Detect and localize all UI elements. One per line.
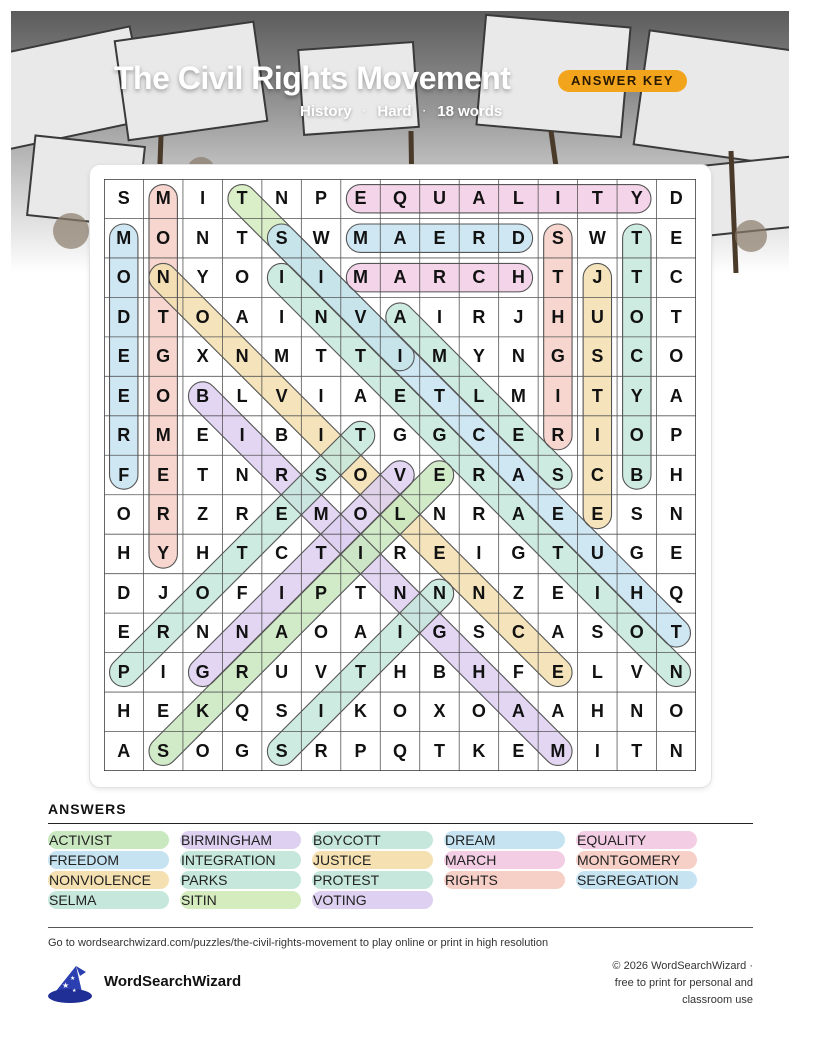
grid-cell[interactable]: R	[235, 661, 249, 682]
grid-cell[interactable]: A	[275, 622, 289, 643]
grid-cell[interactable]: L	[394, 503, 406, 524]
grid-cell[interactable]: I	[358, 543, 364, 564]
grid-cell[interactable]: X	[196, 346, 209, 367]
grid-cell[interactable]: A	[472, 188, 486, 209]
grid-cell[interactable]: N	[669, 661, 683, 682]
grid-cell[interactable]: N	[432, 503, 446, 524]
grid-cell[interactable]: R	[432, 267, 446, 288]
grid-cell[interactable]: P	[354, 740, 367, 761]
grid-cell[interactable]: G	[629, 543, 644, 564]
page-title: The Civil Rights Movement	[114, 60, 511, 96]
grid-cell[interactable]: C	[669, 267, 683, 288]
grid-cell[interactable]: E	[393, 385, 406, 406]
grid-cell[interactable]: O	[629, 425, 644, 446]
grid-cell[interactable]: N	[511, 346, 525, 367]
grid-cell[interactable]: N	[432, 582, 446, 603]
grid-cell[interactable]: D	[511, 227, 525, 248]
grid-cell[interactable]: O	[629, 622, 644, 643]
grid-cell[interactable]: U	[275, 661, 289, 682]
answer-word: PARKS	[180, 871, 301, 889]
grid-cell[interactable]: Z	[512, 582, 524, 603]
grid-cell[interactable]: H	[590, 701, 604, 722]
grid-cell[interactable]: T	[197, 464, 209, 485]
grid-cell[interactable]: S	[275, 701, 288, 722]
grid-cell[interactable]: V	[275, 385, 288, 406]
grid-cell[interactable]: P	[117, 661, 130, 682]
grid-cell[interactable]: I	[476, 543, 482, 564]
grid-cell[interactable]: B	[275, 425, 289, 446]
grid-cell[interactable]: A	[354, 622, 368, 643]
answer-word: DREAM	[444, 831, 565, 849]
grid-cell[interactable]: C	[472, 267, 486, 288]
grid-cell[interactable]: M	[431, 346, 447, 367]
grid-cell[interactable]: V	[393, 464, 406, 485]
grid-cell[interactable]: I	[279, 582, 285, 603]
grid-cell[interactable]: I	[318, 267, 324, 288]
answer-word: RIGHTS	[444, 871, 565, 889]
copyright	[583, 958, 753, 1009]
answer-word: NONVIOLENCE	[48, 871, 169, 889]
grid-cell[interactable]: K	[196, 701, 210, 722]
grid-cell[interactable]: C	[275, 543, 289, 564]
grid-cell[interactable]: N	[156, 267, 170, 288]
grid-cell[interactable]: D	[117, 582, 131, 603]
grid-cell[interactable]: E	[512, 425, 525, 446]
answer-word: BOYCOTT	[312, 831, 433, 849]
grid-cell[interactable]: T	[670, 622, 682, 643]
puzzle-meta	[300, 103, 502, 120]
grid-cell[interactable]: H	[551, 306, 565, 327]
grid-cell[interactable]: E	[117, 385, 130, 406]
grid-cell[interactable]: Y	[472, 346, 485, 367]
answer-word: MARCH	[444, 851, 565, 869]
grid-cell[interactable]: J	[158, 582, 169, 603]
svg-text:★: ★	[72, 988, 77, 994]
grid-cell[interactable]: N	[235, 622, 249, 643]
grid-cell[interactable]: O	[195, 740, 210, 761]
grid-cell[interactable]: A	[551, 701, 565, 722]
grid-cell[interactable]: O	[629, 306, 644, 327]
grid-cell[interactable]: D	[117, 306, 131, 327]
grid-cell[interactable]: J	[592, 267, 603, 288]
grid-cell[interactable]: E	[512, 740, 525, 761]
grid-cell[interactable]: T	[315, 346, 327, 367]
grid-cell[interactable]: I	[397, 622, 403, 643]
word-count-label: 18 words	[437, 103, 503, 120]
grid-cell[interactable]: L	[591, 661, 603, 682]
grid-cell[interactable]: P	[315, 188, 328, 209]
grid-cell[interactable]: E	[117, 346, 130, 367]
grid-cell[interactable]: U	[590, 543, 604, 564]
grid-cell[interactable]: M	[313, 503, 329, 524]
grid-cell[interactable]: I	[594, 740, 600, 761]
grid-cell[interactable]: O	[156, 227, 171, 248]
grid-cell[interactable]: T	[433, 740, 445, 761]
grid-cell[interactable]: E	[591, 503, 604, 524]
grid-cell[interactable]: P	[670, 425, 683, 446]
meta-separator: ·	[362, 106, 367, 117]
grid-cell[interactable]: E	[433, 464, 446, 485]
grid-cell[interactable]: M	[510, 385, 526, 406]
grid-cell[interactable]: O	[353, 503, 368, 524]
grid-cell[interactable]: T	[315, 543, 327, 564]
grid-cell[interactable]: N	[669, 503, 683, 524]
grid-cell[interactable]: E	[433, 543, 446, 564]
answer-word: INTEGRATION	[180, 851, 301, 869]
grid-cell[interactable]: E	[275, 503, 288, 524]
grid-cell[interactable]: T	[236, 227, 248, 248]
grid-cell[interactable]: E	[433, 227, 446, 248]
grid-cell[interactable]: I	[318, 425, 324, 446]
grid-cell[interactable]: A	[393, 267, 407, 288]
grid-cell[interactable]: Q	[392, 188, 407, 209]
grid-cell[interactable]: T	[236, 543, 248, 564]
grid-cell[interactable]: T	[670, 306, 682, 327]
grid-cell[interactable]: S	[630, 503, 643, 524]
grid-cell[interactable]: H	[117, 701, 131, 722]
grid-cell[interactable]: H	[630, 582, 644, 603]
grid-cell[interactable]: S	[117, 188, 130, 209]
grid-cell[interactable]: L	[512, 188, 524, 209]
grid-cell[interactable]: N	[472, 582, 486, 603]
copyright-line: © 2026 WordSearchWizard ·	[612, 960, 753, 972]
grid-cell[interactable]: E	[551, 582, 564, 603]
grid-cell[interactable]: U	[432, 188, 446, 209]
grid-cell[interactable]: N	[196, 227, 210, 248]
grid-cell[interactable]: G	[195, 661, 210, 682]
grid-cell[interactable]: E	[157, 464, 170, 485]
grid-cell[interactable]: T	[591, 188, 603, 209]
grid-cell[interactable]: G	[511, 543, 526, 564]
grid-cell[interactable]: F	[512, 661, 524, 682]
grid-cell[interactable]: O	[116, 503, 131, 524]
grid-cell[interactable]: S	[157, 740, 170, 761]
grid-cell[interactable]: N	[196, 622, 210, 643]
grid-cell[interactable]: E	[551, 503, 564, 524]
answer-word: SEGREGATION	[576, 871, 697, 889]
grid-cell[interactable]: O	[669, 701, 684, 722]
grid-cell[interactable]: R	[117, 425, 131, 446]
grid-cell[interactable]: M	[550, 740, 566, 761]
grid-cell[interactable]: I	[594, 582, 600, 603]
answer-word: FREEDOM	[48, 851, 169, 869]
grid-cell[interactable]: H	[117, 543, 131, 564]
answer-word: ACTIVIST	[48, 831, 169, 849]
grid-cell[interactable]: H	[393, 661, 407, 682]
grid-cell[interactable]: X	[433, 701, 446, 722]
grid-cell[interactable]: I	[555, 188, 561, 209]
grid-cell[interactable]: S	[472, 622, 485, 643]
grid-cell[interactable]: L	[236, 385, 248, 406]
grid-cell[interactable]: A	[551, 622, 565, 643]
grid-cell[interactable]: T	[236, 188, 248, 209]
grid-cell[interactable]: S	[275, 740, 288, 761]
grid-cell[interactable]: T	[552, 267, 564, 288]
grid-cell[interactable]: O	[392, 701, 407, 722]
grid-cell[interactable]: C	[630, 346, 644, 367]
grid-cell[interactable]: T	[355, 425, 367, 446]
grid-cell[interactable]: A	[235, 306, 249, 327]
grid-cell[interactable]: M	[274, 346, 290, 367]
grid-cell[interactable]: I	[436, 306, 442, 327]
grid-cell[interactable]: H	[472, 661, 486, 682]
grid-cell[interactable]: A	[117, 740, 131, 761]
grid-cell[interactable]: O	[156, 385, 171, 406]
svg-text:★: ★	[62, 981, 70, 990]
brand-name: WordSearchWizard	[104, 973, 242, 990]
answers-heading: ANSWERS	[48, 801, 127, 817]
grid-cell[interactable]: I	[318, 701, 324, 722]
grid-cell[interactable]: T	[355, 582, 367, 603]
grid-cell[interactable]: T	[355, 346, 367, 367]
grid-cell[interactable]: I	[279, 267, 285, 288]
grid-cell[interactable]: P	[315, 582, 328, 603]
grid-cell[interactable]: A	[511, 464, 525, 485]
answer-word: PROTEST	[312, 871, 433, 889]
answer-word: BIRMINGHAM	[180, 831, 301, 849]
grid-cell[interactable]: Y	[630, 188, 643, 209]
grid-cell[interactable]: R	[551, 425, 565, 446]
grid-cell[interactable]: N	[630, 701, 644, 722]
grid-cell[interactable]: A	[354, 385, 368, 406]
grid-cell[interactable]: C	[472, 425, 486, 446]
grid-cell[interactable]: O	[235, 267, 250, 288]
grid-cell[interactable]: R	[393, 543, 407, 564]
answer-word: SITIN	[180, 891, 301, 909]
grid-cell[interactable]: M	[155, 425, 171, 446]
subject-label: History	[300, 103, 352, 120]
grid-cell[interactable]: Q	[392, 740, 407, 761]
grid-cell[interactable]: H	[669, 464, 683, 485]
wizard-hat-icon	[46, 962, 94, 1006]
grid-cell[interactable]: K	[472, 740, 486, 761]
grid-cell[interactable]: N	[235, 464, 249, 485]
footer-link[interactable]: Go to wordsearchwizard.com/puzzles/the-civil-rights-movement to play online or print in high resolution	[48, 937, 549, 949]
grid-cell[interactable]: O	[195, 582, 210, 603]
grid-cell[interactable]: R	[156, 503, 170, 524]
grid-cell[interactable]: T	[631, 227, 643, 248]
grid-cell[interactable]: H	[511, 267, 525, 288]
grid-cell[interactable]: W	[588, 227, 606, 248]
grid-cell[interactable]: V	[354, 306, 367, 327]
grid-cell[interactable]: I	[555, 385, 561, 406]
grid-cell[interactable]: N	[314, 306, 328, 327]
grid-cell[interactable]: M	[155, 188, 171, 209]
grid-cell[interactable]: E	[670, 227, 683, 248]
answers-divider	[48, 823, 753, 824]
answer-word: SELMA	[48, 891, 169, 909]
answer-word: VOTING	[312, 891, 433, 909]
answer-word: EQUALITY	[576, 831, 697, 849]
grid-cell[interactable]: A	[669, 385, 683, 406]
grid-cell[interactable]: T	[157, 306, 169, 327]
grid-cell[interactable]: S	[591, 346, 604, 367]
grid-cell[interactable]: B	[432, 661, 446, 682]
grid-cell[interactable]: S	[591, 622, 604, 643]
grid-cell[interactable]: O	[669, 346, 684, 367]
grid-cell[interactable]: R	[275, 464, 289, 485]
grid-cell[interactable]: R	[314, 740, 328, 761]
grid-cell[interactable]: O	[116, 267, 131, 288]
grid-cell[interactable]: A	[511, 701, 525, 722]
grid-cell[interactable]: K	[354, 701, 368, 722]
grid-cell[interactable]: E	[354, 188, 367, 209]
difficulty-label: Hard	[377, 103, 412, 120]
svg-text:★: ★	[70, 976, 76, 982]
grid-cell[interactable]: Y	[196, 267, 209, 288]
grid-cell[interactable]: R	[472, 306, 486, 327]
grid-cell[interactable]: G	[392, 425, 407, 446]
grid-cell[interactable]: Z	[197, 503, 209, 524]
grid-cell[interactable]: D	[669, 188, 683, 209]
grid-cell[interactable]: G	[432, 425, 447, 446]
grid-cell[interactable]: O	[195, 306, 210, 327]
grid-cell[interactable]: F	[236, 582, 248, 603]
grid-cell[interactable]: G	[235, 740, 250, 761]
grid-cell[interactable]: I	[200, 188, 206, 209]
answer-key-badge: ANSWER KEY	[558, 70, 687, 92]
grid-cell[interactable]: E	[670, 543, 683, 564]
grid-cell[interactable]: L	[473, 385, 485, 406]
grid-cell[interactable]: T	[631, 740, 643, 761]
grid-cell[interactable]: N	[393, 582, 407, 603]
grid-cell[interactable]: I	[279, 306, 285, 327]
grid-cell[interactable]: I	[239, 425, 245, 446]
grid-cell[interactable]: R	[472, 227, 486, 248]
grid-cell[interactable]: I	[160, 661, 166, 682]
grid-cell[interactable]: E	[196, 425, 209, 446]
grid-cell[interactable]: N	[669, 740, 683, 761]
grid-cell[interactable]: S	[551, 464, 564, 485]
grid-cell[interactable]: O	[471, 701, 486, 722]
grid-cell[interactable]: O	[314, 622, 329, 643]
grid-cell[interactable]: A	[511, 503, 525, 524]
grid-cell[interactable]: R	[472, 464, 486, 485]
grid-cell[interactable]: G	[156, 346, 171, 367]
grid-cell[interactable]: S	[275, 227, 288, 248]
grid-cell[interactable]: W	[312, 227, 330, 248]
grid-cell[interactable]: E	[157, 701, 170, 722]
grid-cell[interactable]: U	[590, 306, 604, 327]
grid-cell[interactable]: N	[275, 188, 289, 209]
grid-cell[interactable]: Q	[235, 701, 250, 722]
copyright-line: free to print for personal and	[614, 977, 753, 989]
footer-divider	[48, 927, 753, 928]
grid-cell[interactable]: I	[594, 425, 600, 446]
grid-cell[interactable]: F	[118, 464, 130, 485]
answer-word: JUSTICE	[312, 851, 433, 869]
grid-cell[interactable]: I	[397, 346, 403, 367]
grid-cell[interactable]: R	[156, 622, 170, 643]
grid-cell[interactable]: B	[630, 464, 644, 485]
copyright-line: classroom use	[682, 994, 753, 1006]
grid-cell[interactable]: H	[196, 543, 210, 564]
grid-cell[interactable]: C	[511, 622, 525, 643]
grid-cell[interactable]: Y	[630, 385, 643, 406]
grid-cell[interactable]: M	[353, 227, 369, 248]
grid-cell[interactable]: T	[433, 385, 445, 406]
grid-cell[interactable]: E	[117, 622, 130, 643]
grid-cell[interactable]: J	[513, 306, 524, 327]
letter-grid	[104, 179, 696, 771]
grid-cell[interactable]: C	[590, 464, 604, 485]
grid-cell[interactable]: R	[472, 503, 486, 524]
grid-cell[interactable]: V	[315, 661, 328, 682]
grid-cell[interactable]: G	[550, 346, 565, 367]
grid-cell[interactable]: Q	[669, 582, 684, 603]
grid-cell[interactable]: I	[318, 385, 324, 406]
grid-cell[interactable]: T	[552, 543, 564, 564]
grid-cell[interactable]: Y	[157, 543, 170, 564]
grid-cell[interactable]: E	[551, 661, 564, 682]
grid-cell[interactable]: R	[235, 503, 249, 524]
grid-cell[interactable]: V	[630, 661, 643, 682]
grid-cell[interactable]: G	[432, 622, 447, 643]
grid-cell[interactable]: M	[116, 227, 132, 248]
grid-cell[interactable]: A	[393, 227, 407, 248]
grid-cell[interactable]: A	[393, 306, 407, 327]
grid-cell[interactable]: T	[591, 385, 603, 406]
grid-cell[interactable]: N	[235, 346, 249, 367]
grid-cell[interactable]: S	[315, 464, 328, 485]
meta-separator: ·	[422, 106, 427, 117]
grid-cell[interactable]: M	[353, 267, 369, 288]
answer-word: MONTGOMERY	[576, 851, 697, 869]
grid-cell[interactable]: T	[355, 661, 367, 682]
grid-cell[interactable]: T	[631, 267, 643, 288]
grid-cell[interactable]: O	[353, 464, 368, 485]
grid-cell[interactable]: S	[551, 227, 564, 248]
grid-cell[interactable]: B	[196, 385, 210, 406]
